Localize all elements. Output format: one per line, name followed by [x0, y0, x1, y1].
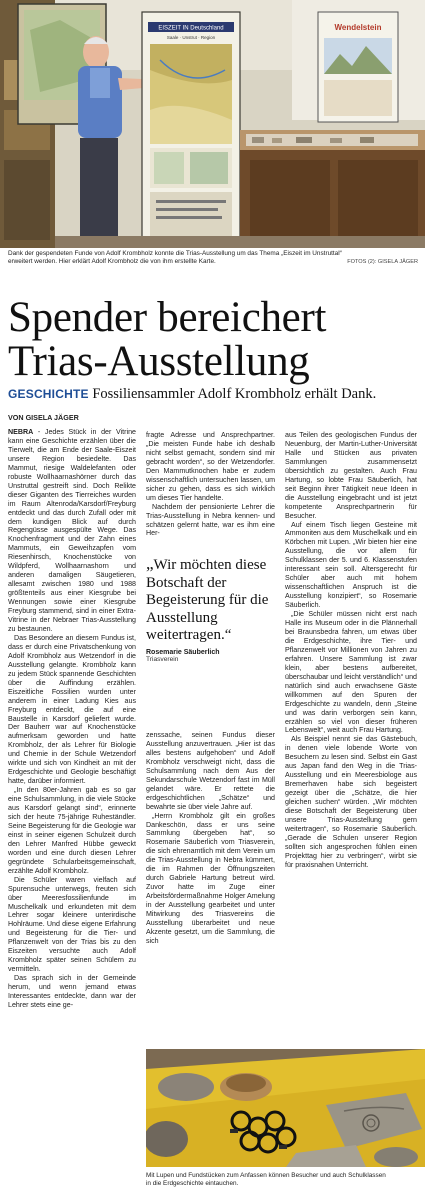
top-photo-caption-line1: Dank der gespendeten Funde von Adolf Krombholz konnte die Trias-Ausstellung um das Thema „Eiszeit im Unstruttal“ — [8, 250, 342, 257]
paragraph: Nachdem der pensionierte Lehrer die Trias-Ausstellung in Nebra kennen- und schätzen gelernt hatte, war es ihm eine Her- — [146, 502, 275, 538]
headline-line1: Spender bereichert — [8, 294, 327, 341]
paragraph: fragte Adresse und Ansprechpartner. „Die meisten Funde habe ich deshalb nicht selbst gemacht, sondern sind mir gebracht worden“, so der Wetzendorfer. Den Mammutknochen habe er zudem wissenschaftlich untersuchen lassen, um sicher zu gehen, dass es sich wirklich um dieses Tier handelte. — [146, 431, 275, 502]
kicker-row — [8, 386, 420, 402]
paragraph: zenssache, seinen Fundus dieser Ausstellung anzuvertrauen. „Hier ist das alles bestens aufgehoben“ und Adolf Krombholz verschweigt nicht, dass die Schulsammlung nach dem Aus der Sekundarschule Wetzendorf fast im Müll gelandet wäre. Er rettete die erdgeschichtlichen „Schätze“ und bewahrte sie über viele Jahre auf. — [146, 731, 275, 811]
subheadline: Fossiliensammler Adolf Krombholz erhält Dank. — [92, 386, 377, 402]
paragraph: „Die Schüler müssen nicht erst nach Halle ins Museum oder in die Plännerhall bei Braunsbedra fahren, um etwas über die Erdgeschichte, ihre Tier- und Pflanzenwelt vor Millionen von Jahren zu erfahren. Unsere Sammlung ist zwar klein, aber bestens aufbereitet, überschaubar und leicht verständlich“ und natürlich sind auch erwachsene Gäste willkommen auf den Spuren der Erdgeschichte zu wandeln, denn „Steine und was darin verborgen sein kann, erzählen so viel von dieser früheren Lebenswelt“, weit auch Frau Hartung. — [285, 610, 417, 735]
paragraph: Als Beispiel nennt sie das Gästebuch, in denen viele lobende Worte von Besuchern zu lesen sind. Selbst ein Gast aus Japan fand den Weg in die Trias-Ausstellung und ein Meeresbiologe aus Bremerhaven habe sich begeistert gezeigt über die „Schätze, die hier gleichen suchen“ würden. „Wir möchten diese Botschaft der Begeisterung über unsere Trias-Ausstellung gern weitertragen“, so Rosemarie Säuberlich. „Gerade die Schulen unserer Region sollten sich angesprochen fühlen einen Projekttag hier zu verbringen“, wirbt sie für praxisnahen Unterricht. — [285, 735, 417, 869]
pull-quote-role: Triasverein — [146, 655, 179, 663]
article-column-1 — [8, 428, 136, 1198]
paragraph: „In den 80er-Jahren gab es so gar eine Schulsammlung, in die viele Stücke aus Karsdorf gelangt sind“, erinnerte sich der heute 75-jährige Ruheständler. Seine Begeisterung für die Geologie war einst in seiner eigenen Schulzeit durch den Lehrer Manfred Hübbe geweckt worden und eine durch diesen Lehrer gegründete Schularbeitsgemeinschaft, erzählte Adolf Krombholz. — [8, 786, 136, 875]
article-column-2-top — [146, 431, 275, 547]
paragraph: Die Schüler waren vielfach auf Spurensuche unterwegs, freuten sich über Meeresfossilienfunde im Muschelkalk und erkundeten mit dem Lehrer sogar kleinere unterirdische Hohlräume. Und diese eigene Erfahrung und Begeisterung für die Tier- und Pflanzenwelt von der Trias bis zu den Eiszeiten versuchte auch Adolf Krombholz später seinen Schülern zu vermitteln. — [8, 875, 136, 974]
top-photo-caption-line2: erweitert werden. Hier erklärt Adolf Krombholz die von ihm erstellte Karte. — [8, 258, 216, 266]
top-photo-caption — [8, 250, 418, 267]
photo-credit: FOTOS (2): GISELA JÄGER — [347, 259, 418, 266]
bottom-photo — [146, 1049, 425, 1167]
byline: VON GISELA JÄGER — [8, 413, 79, 422]
bottom-photo-caption-line1: Mit Lupen und Fundstücken zum Anfassen können Besucher und auch Schulklassen — [146, 1172, 386, 1179]
article-column-2-bottom — [146, 731, 275, 1091]
paragraph: „Herrn Krombholz gilt ein großes Dankeschön, dass er uns seine Sammlung übergeben hat“, so Rosemarie Säuberlich vom Triasverein, die sich ehrenamtlich mit dem Verein um die Trias-Ausstellung in Nebra kümmert, die im Rahmen der Öffnungszeiten durch Gabriele Hartung betreut wird. Zuvor hatte im Zuge einer Arbeitsfördermaßnahme Holger Amelung in der Ausstellung gearbeitet und unter Mitwirkung des Triasvereins die Ausstellung überarbeitet und neue Akzente gesetzt, um die Sammlung, die sich — [146, 811, 275, 945]
paragraph: Das sprach sich in der Gemeinde herum, und wenn jemand etwas Interessantes entdeckte, dann war der Lehrer stets eine ge- — [8, 974, 136, 1009]
board-left-subtitle: Saale · Unstrut · Region — [166, 35, 216, 40]
bottom-photo-caption-line2: in die Erdgeschichte eintauchen. — [146, 1180, 239, 1188]
dateline: NEBRA — [8, 428, 34, 436]
article-column-3 — [285, 431, 417, 1047]
quote-mark: „ — [146, 554, 154, 573]
paragraph: NEBRA - Jedes Stück in der Vitrine kann eine Geschichte erzählen über die Tierwelt, die am Ende der Saale-Eiszeit unsere Region besiedelte. Das Mammut, riesige Waldelefanten oder robuste Wollhaarnashörner durch das Unstruttal gestreift sind. Doch Relikte dieser Giganten des Tierreiches wurden im Raum Altenroda/Karsdorf/Freyburg entdeckt und das durch Zufall oder mit dem kundigen Blick auf durch Regengüsse ausgespülte Wege. Das Knochenfragment und der Zahn eines Mammuts, ein Geweihzapfen vom Riesenhirsch, Knochenstücke von Wildpferd, Wollhaarnashorn und anderen damaligen Säugetieren, allesamt zwischen 1980 und 1988 größtenteils aus einer Kiesgrube bei Wennungen sowie einer Kiesgrube Freyburg stammend, sind in einer Extra-Vitrine in der Nebraer Trias-Ausstellung zu bestaunen. — [8, 428, 136, 633]
headline — [8, 296, 420, 384]
paragraph: Das Besondere an diesem Fundus ist, dass er durch eine Privatschenkung von Adolf Krombholz aus Wetzendorf in die Ausstellung gelangte. Krombholz kann zu jedem Stück spannende Geschichten über die Auffindung erzählen. Eiszeitliche Fossilien wurden unter anderem in einer Ladung Kies aus Freyburg entdeckt, die auf eine Baustelle in Karsdorf geliefert wurde. Der Bauherr war auf Knochenstücke aufmerksam geworden und hatte Krombholz, der als Lehrer für Biologie und Chemie in der Schule Wetzendorf wirkte und sich von Kindheit an mit der Erdgeschichte und Geologie beschäftigt hatte, darüber informiert. — [8, 633, 136, 786]
board-left-title: EISZEIT IN Deutschland — [158, 25, 224, 32]
top-photo — [0, 0, 425, 248]
paragraph: Auf einem Tisch liegen Gesteine mit Ammoniten aus dem Muschelkalk und ein Körbchen mit Lupen. „Wir bieten hier eine Ausstellung, die vor allem für Schulklassen der 5. und 6. Klassenstufen interessant sein soll. Altersgerecht für Schüler aber auch mit hohem wissenschaftlichen Anspruch ist die Ausstellung konzipiert“, so Rosemarie Säuberlich. — [285, 520, 417, 610]
pull-quote-author: Rosemarie Säuberlich — [146, 648, 220, 656]
board-right-title: Wendelstein — [334, 23, 382, 32]
pull-quote-text: „Wir möchten diese Botschaft der Begeisterung für die Ausstellung weitertragen.“ — [146, 554, 269, 643]
bottom-photo-caption — [146, 1172, 418, 1189]
section-kicker: GESCHICHTE — [8, 387, 89, 401]
paragraph: aus Teilen des geologischen Fundus der Neuenburg, der Martin-Luther-Universität Halle und Stücken aus privaten Sammlungen zusammensetzt übersichtlich zu gestalten. Auch Frau Hartung, so lobte Frau Säuberlich, hat seit Beginn ihrer Tätigkeit neue Ideen in die Ausstellung eingebracht und ist jetzt kompetente Ansprechpartnerin für Besucher. — [285, 431, 417, 520]
pull-quote — [146, 555, 275, 725]
headline-line2: Trias-Ausstellung — [8, 338, 310, 385]
